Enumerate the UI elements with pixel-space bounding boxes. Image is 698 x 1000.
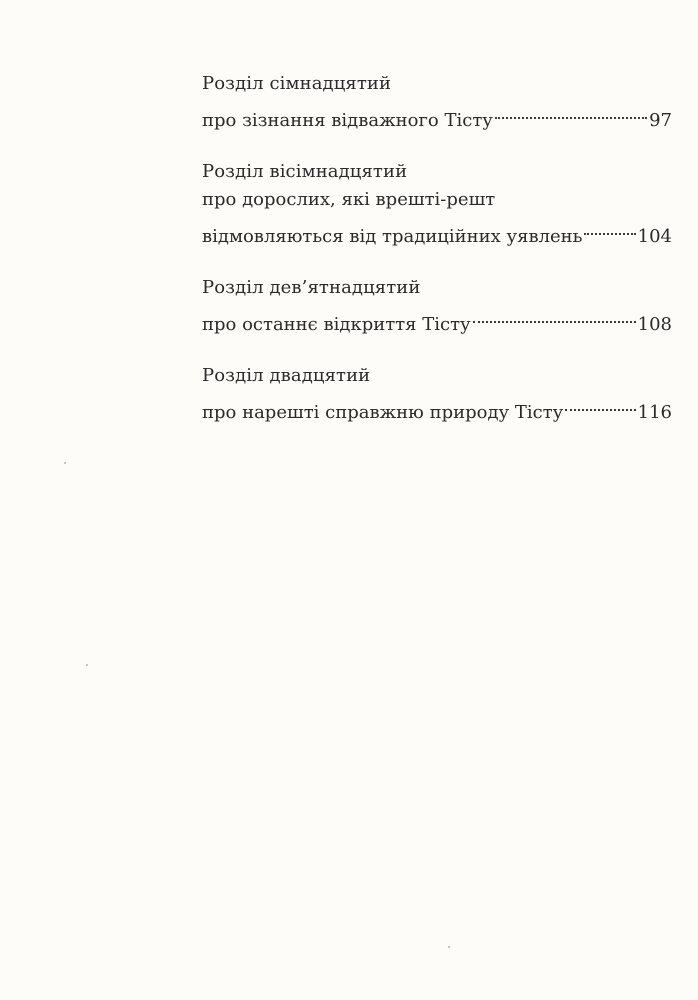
page-number: 104 <box>637 226 672 247</box>
page-number: 116 <box>637 402 672 423</box>
table-of-contents <box>202 70 672 450</box>
chapter-subtitle: відмовляються від традиційних уявлень <box>202 226 583 247</box>
chapter-heading: Розділ вісімнадцятий <box>202 161 408 182</box>
chapter-subtitle: про зізнання відважного Тісту <box>202 110 493 131</box>
chapter-heading: Розділ двадцятий <box>202 365 371 386</box>
toc-line <box>202 186 672 214</box>
toc-entry <box>202 274 672 339</box>
toc-line <box>202 214 672 251</box>
chapter-heading: Розділ дев’ятнадцятий <box>202 277 421 298</box>
toc-line <box>202 98 672 135</box>
toc-entry <box>202 362 672 427</box>
dot-leader <box>565 390 635 418</box>
toc-line <box>202 302 672 339</box>
page-number: 97 <box>649 110 672 131</box>
chapter-subtitle: про дорослих, які врешті-решт <box>202 189 496 210</box>
page-number: 108 <box>637 314 672 335</box>
toc-entry <box>202 70 672 135</box>
toc-line <box>202 390 672 427</box>
chapter-subtitle: про останнє відкриття Тісту <box>202 314 471 335</box>
toc-entry <box>202 158 672 251</box>
dot-leader <box>473 302 636 330</box>
paper-speck <box>64 462 66 464</box>
paper-speck <box>448 946 450 948</box>
chapter-subtitle: про нарешті справжню природу Тісту <box>202 402 564 423</box>
paper-speck <box>86 664 88 666</box>
dot-leader <box>584 214 635 242</box>
dot-leader <box>495 98 647 126</box>
chapter-heading: Розділ сімнадцятий <box>202 73 392 94</box>
